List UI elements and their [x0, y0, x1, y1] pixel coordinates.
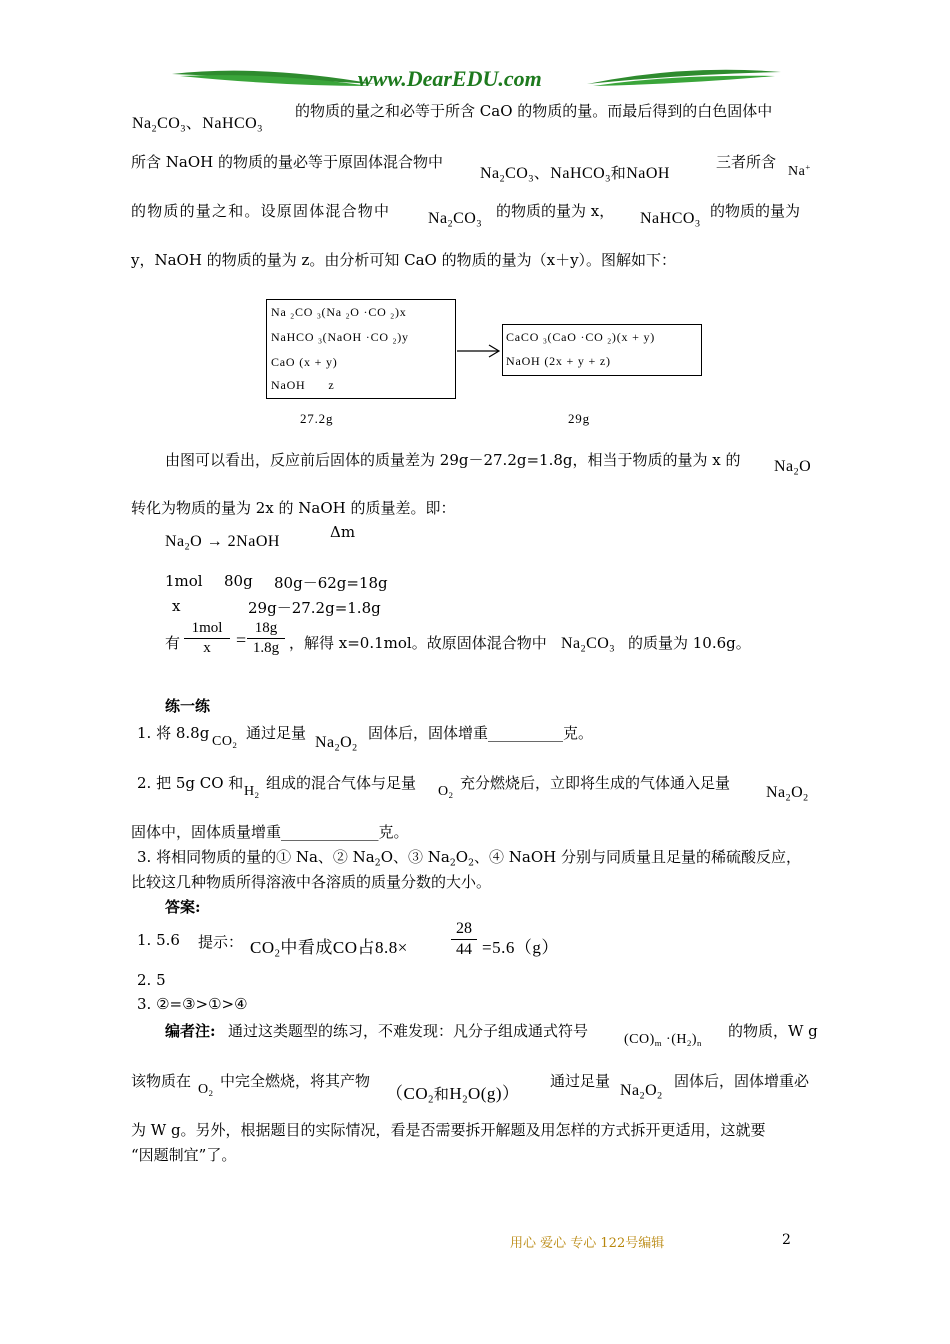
answer-2: 2. 5: [137, 971, 166, 989]
reaction-arrow: [455, 343, 501, 359]
left-box-line-1: Na $_2$CO $_3$(Na $_2$O ·CO $_2$)x: [271, 305, 407, 321]
formula-nahco3-a: NaHCO$_3$: [640, 210, 701, 230]
equals-sign: =: [236, 630, 247, 650]
para1-line2b: 三者所含: [716, 153, 777, 171]
q2-na2o2: $Na_2O_2$: [766, 784, 809, 804]
right-box-line-1: CaCO $_3$(CaO ·CO $_2$)(x + y): [506, 330, 656, 346]
para1-line4: y，NaOH 的物质的量为 z。由分析可知 CaO 的物质的量为（x＋y）。图解如下：: [131, 251, 677, 269]
answer-1: 1. 5.6: [137, 931, 180, 949]
solve-text: ，解得 x=0.1mol。故原固体混合物中: [289, 634, 547, 652]
note-line3: 为 W g。另外，根据题目的实际情况，看是否需要拆开解题及用怎样的方式拆开更适用，这就要: [131, 1121, 766, 1139]
row2-col1: x: [172, 597, 181, 615]
note-line2d: 固体后，固体增重必: [674, 1072, 810, 1090]
para2-line1: 由图可以看出，反应前后固体的质量差为 29g－27.2g=1.8g，相当于物质的量为 x 的: [165, 451, 741, 469]
fraction-1-bar: [184, 638, 230, 639]
q1-na2o2: $Na_2O_2$: [315, 734, 358, 754]
note-line2a: 该物质在: [131, 1072, 192, 1090]
row1-col1: 1mol: [165, 572, 203, 590]
answer-1-formula: $CO_2$中看成CO占8.8×: [250, 938, 408, 960]
answer-3: 3. ②=③>①>④: [137, 995, 248, 1013]
answer-1-den: 44: [456, 941, 472, 958]
q2-o2: $O_2$: [438, 784, 454, 801]
formula-na2co3-b: $Na_2CO_3$: [561, 635, 615, 655]
banner-swoosh-left: [170, 64, 380, 94]
equation-na2o-naoh: $Na_2O$ → 2NaOH: [165, 533, 280, 553]
answer-1-result: =5.6（g）: [482, 938, 559, 957]
note-line1b: 的物质，W g: [728, 1022, 818, 1040]
footer-slogan: 用心 爱心 专心 122号编辑: [510, 1236, 665, 1251]
answer-1-hint: 提示：: [198, 933, 244, 951]
q2-h2: $H_2$: [244, 784, 260, 801]
q2-c: 充分燃烧后，立即将生成的气体通入足量: [460, 774, 731, 792]
formula-na2co3-nahco3: $Na_2CO_3$、NaHCO$_3$: [132, 115, 263, 135]
note-line1a: 通过这类题型的练习，不难发现：凡分子组成通式符号: [228, 1022, 589, 1040]
para1-line2a: 所含 NaOH 的物质的量必等于原固体混合物中: [131, 153, 443, 171]
right-mass: 29g: [568, 411, 590, 426]
practice-title: 练一练: [165, 697, 211, 715]
para1-line1: 的物质的量之和必等于所含 CaO 的物质的量。而最后得到的白色固体中: [295, 102, 773, 120]
row1-col3: 80g－62g=18g: [274, 574, 388, 592]
fraction-1: [182, 620, 232, 657]
para1-line3a: 的物质的量之和。设原固体混合物中: [131, 202, 391, 220]
answer-1-fraction: [450, 920, 478, 959]
note-line4: “因题制宜”了。: [131, 1146, 237, 1164]
q2-a: 2. 把 5g CO 和: [137, 774, 244, 792]
site-logo: www.DearEDU.com: [358, 66, 542, 91]
fraction-1-den: x: [203, 640, 211, 656]
formula-na2o-a: $Na_2O$: [774, 458, 812, 478]
note-line2c: 通过足量: [550, 1072, 611, 1090]
banner-swoosh-right: [585, 64, 785, 94]
left-mass: 27.2g: [300, 411, 334, 426]
q2-b: 组成的混合气体与足量: [266, 774, 417, 792]
left-box-line-4: NaOH z: [271, 378, 335, 392]
note-line2b: 中完全燃烧，将其产物: [220, 1072, 371, 1090]
q1-co2: $CO_2$: [212, 734, 238, 751]
note-formula-general: $(CO)_m \cdot(H_2)_n$: [624, 1032, 702, 1049]
right-box-line-2: NaOH (2x + y + z): [506, 354, 611, 368]
q1-b: 通过足量: [246, 724, 307, 742]
page-number: 2: [782, 1232, 791, 1248]
formula-na2co3-a: $Na_2CO_3$: [428, 210, 482, 230]
q3-line2: 比较这几种物质所得溶液中各溶质的质量分数的大小。: [131, 873, 492, 891]
row1-col2: 80g: [224, 572, 253, 590]
q2-d: 固体中，固体质量增重_____________克。: [131, 823, 409, 841]
q3-line1: 3. 将相同物质的量的① Na、② $Na_2O$、③ $Na_2O_2$、④ NaOH 分别与同质量且足量的稀硫酸反应，: [137, 848, 801, 869]
delta-m: Δm: [330, 523, 356, 541]
fraction-2-den: 1.8g: [252, 640, 280, 656]
formula-three: $Na_2CO_3$、NaHCO$_3$和NaOH: [480, 165, 670, 185]
fraction-2-num: 18g: [254, 620, 278, 636]
note-label: 编者注:: [165, 1022, 216, 1040]
fraction-2-bar: [247, 638, 285, 639]
left-box-line-2: NaHCO $_3$(NaOH ·CO $_2$)y: [271, 330, 409, 346]
solve-prefix: 有: [165, 634, 181, 652]
para1-line3b: 的物质的量为 x，: [496, 202, 615, 220]
para1-line3c: 的物质的量为: [710, 202, 801, 220]
fraction-1-num: 1mol: [191, 620, 223, 636]
q1-a: 1. 将 8.8g: [137, 724, 210, 742]
q1-c: 固体后，固体增重__________克。: [368, 724, 594, 742]
answers-title: 答案:: [165, 898, 201, 916]
answer-1-num: 28: [456, 920, 472, 937]
note-products: （$CO_2$和$H_2O(g)$）: [386, 1084, 520, 1106]
para2-line2: 转化为物质的量为 2x 的 NaOH 的质量差。即：: [131, 499, 456, 517]
note-na2o2: $Na_2O_2$: [620, 1082, 663, 1102]
solve-result: 的质量为 10.6g。: [628, 634, 751, 652]
note-o2: $O_2$: [198, 1082, 214, 1099]
row2-col2: 29g－27.2g=1.8g: [248, 599, 381, 617]
left-box-line-3: CaO (x + y): [271, 355, 338, 369]
fraction-2: [245, 620, 287, 657]
answer-1-bar: [451, 939, 477, 940]
formula-na-ion: Na+: [788, 162, 811, 179]
